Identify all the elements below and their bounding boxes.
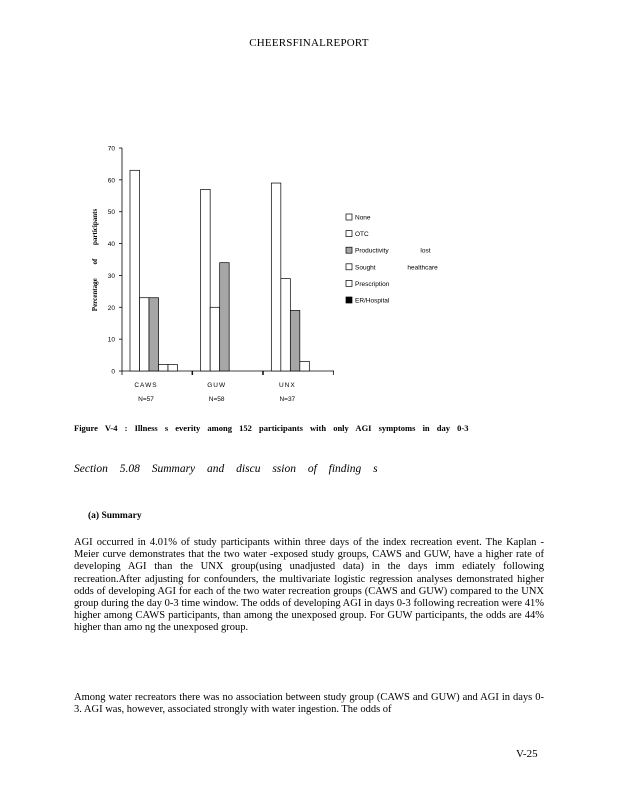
x-category-label: CAWS <box>134 382 158 389</box>
x-category-label: GUW <box>207 382 227 389</box>
x-category-n-label: N=58 <box>208 396 225 403</box>
y-tick-label: 70 <box>107 145 115 153</box>
bar-productivity-lost-caws <box>149 298 159 371</box>
x-category-n-label: N=37 <box>279 396 296 403</box>
report-header-title: CHEERSFINALREPORT <box>249 37 369 49</box>
legend-swatch-productivity-lost <box>346 247 352 253</box>
bar-none-unx <box>271 183 281 371</box>
bar-productivity-lost-guw <box>220 263 230 371</box>
legend-swatch-er-hospital <box>346 297 352 303</box>
chart-bars <box>130 170 309 371</box>
chart-legend <box>346 214 438 305</box>
bar-otc-guw <box>210 307 220 371</box>
legend-swatch-none <box>346 214 352 220</box>
legend-swatch-otc <box>346 231 352 237</box>
x-category-label: UNX <box>278 382 296 389</box>
y-tick-label: 30 <box>107 272 115 280</box>
bar-none-guw <box>201 189 211 371</box>
y-tick-label: 20 <box>107 304 115 312</box>
bar-sought-healthcare-caws <box>159 365 169 371</box>
y-tick-label: 40 <box>107 241 115 249</box>
legend-swatch-prescription <box>346 280 352 286</box>
y-tick-label: 60 <box>107 177 115 185</box>
bar-otc-caws <box>140 298 150 371</box>
section-heading: Section 5.08 Summary and discu ssion of finding s <box>74 463 378 475</box>
legend-label-productivity-lost: Productivity lost <box>355 247 431 255</box>
bar-none-caws <box>130 170 140 371</box>
legend-swatch-sought-healthcare <box>346 264 352 270</box>
legend-label-sought-healthcare: Sought healthcare <box>355 264 438 272</box>
legend-label-otc: OTC <box>355 231 369 239</box>
figure-caption: Figure V-4 : Illness s everity among 152 participants with only AGI symptoms in day 0-3 <box>74 423 469 433</box>
y-tick-label: 0 <box>111 368 115 376</box>
legend-label-none: None <box>355 214 371 222</box>
y-tick-label: 50 <box>107 209 115 217</box>
legend-label-er-hospital: ER/Hospital <box>355 297 390 305</box>
bar-sought-healthcare-unx <box>300 361 310 371</box>
x-category-n-label: N=57 <box>138 396 154 403</box>
summary-subheading: (a) Summary <box>88 511 142 521</box>
summary-paragraph: AGI occurred in 4.01% of study participants within three days of the index recreation event. The Kaplan -Meier curve demonstrates that the two water -exposed study groups, CAWS and GUW, have a higher rate of developing AGI than the UNX group(using unadjusted data) in the days imm ediately following recreation.After adjusting for confounders, the multivariate logistic regression analyses demonstrated higher odds of developing AGI for each of the two water recreation groups (CAWS and GUW) compared to the UNX group during the day 0-3 time window. The odds of developing AGI in days 0-3 following recreation were 41% higher among CAWS participants, than among the unexposed group. For GUW participants, the odds are 44% higher than amo ng the unexposed group. <box>74 537 544 634</box>
y-axis-label: Percentage of participants <box>91 208 99 312</box>
bar-otc-unx <box>281 279 291 371</box>
y-tick-label: 10 <box>107 336 115 344</box>
bar-productivity-lost-unx <box>290 310 300 371</box>
discussion-paragraph: Among water recreators there was no association between study group (CAWS and GUW) and AGI in days 0-3. AGI was, however, associated strongly with water ingestion. The odds of <box>74 692 544 716</box>
page-number: V-25 <box>516 748 538 760</box>
legend-label-prescription: Prescription <box>355 280 390 288</box>
bar-prescription-caws <box>168 365 178 371</box>
